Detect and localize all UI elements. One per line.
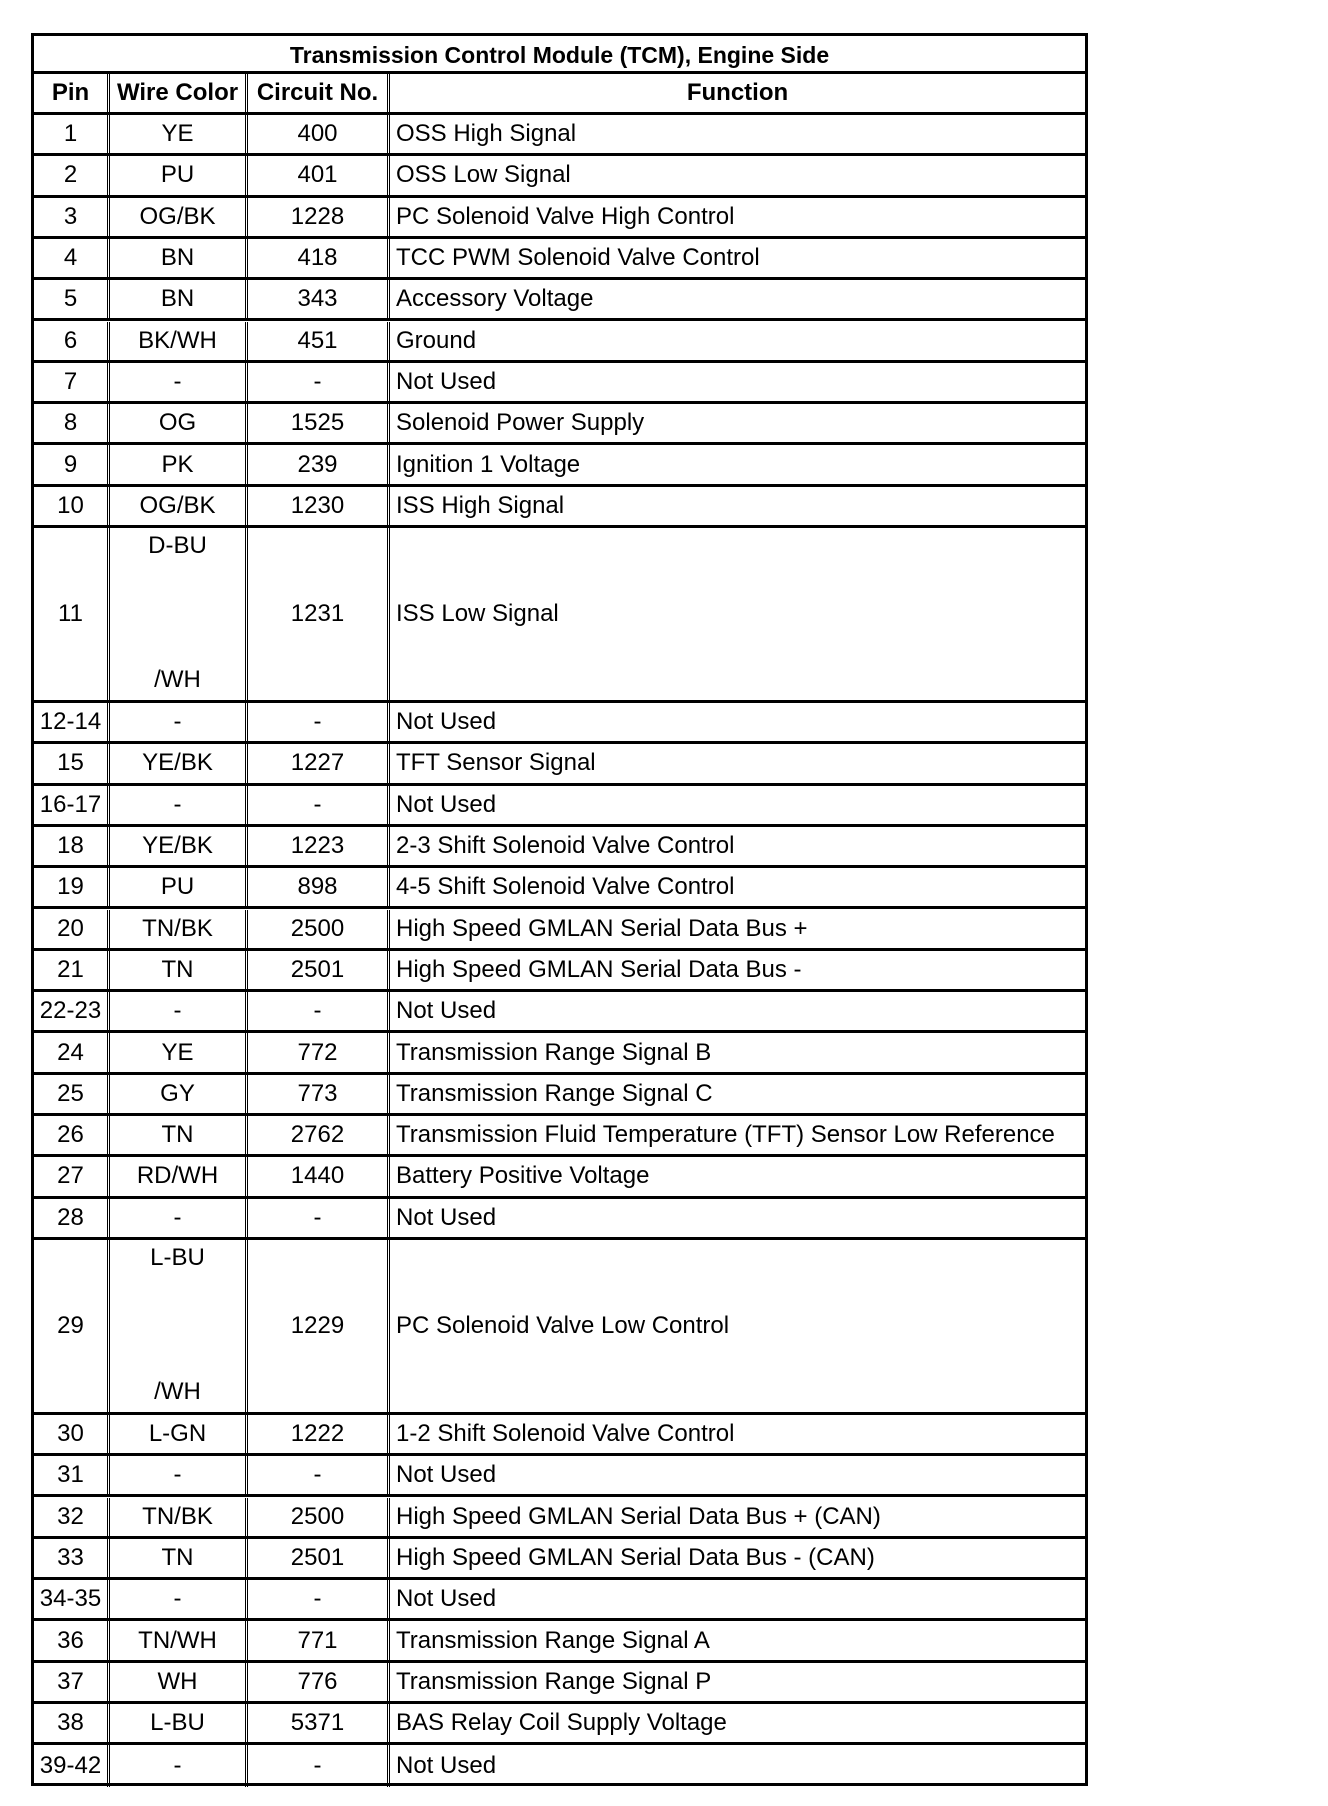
wire-color-cell: OG/BK [110,487,248,525]
circuit-cell: 1525 [248,404,390,442]
function-cell: Transmission Range Signal A [396,1626,710,1654]
circuit-cell: 2500 [248,910,390,948]
table-row [34,404,1085,445]
wire-color-cell: BK/WH [110,322,248,360]
function-cell: PC Solenoid Valve High Control [396,202,735,230]
function-cell: 1-2 Shift Solenoid Valve Control [396,1420,735,1448]
table-row [34,1199,1085,1240]
wire-color-cell: YE/BK [110,744,248,782]
wire-color-cell: - [110,1580,248,1618]
circuit-cell: 1223 [248,827,390,865]
circuit-cell: 343 [248,280,390,318]
wire-color-cell: - [110,703,248,741]
circuit-cell: 1440 [248,1157,390,1195]
wire-color-cell: TN [110,951,248,989]
wire-color-cell: YE [110,1033,248,1071]
pin-cell: 27 [34,1157,110,1195]
table-row [34,1621,1085,1662]
wire-color-cell: PK [110,445,248,483]
pin-cell: 6 [34,322,110,360]
function-cell: ISS Low Signal [396,600,559,627]
pin-cell: 15 [34,744,110,782]
function-cell: Not Used [396,790,497,818]
table-row [34,363,1085,404]
table-row [34,992,1085,1033]
pin-cell: 19 [34,868,110,906]
pin-cell: 7 [34,363,110,401]
pin-cell: 4 [34,239,110,277]
pin-cell: 2 [34,156,110,194]
circuit-cell: - [248,1456,390,1494]
wire-color-cell: RD/WH [110,1157,248,1195]
wire-color-cell: YE [110,115,248,153]
wire-color-primary: D-BU [148,532,207,559]
circuit-cell: 2501 [248,951,390,989]
pin-cell: 8 [34,404,110,442]
table-row [34,322,1085,363]
table-row [34,1580,1085,1621]
table-row [34,1075,1085,1116]
circuit-cell: 773 [248,1075,390,1113]
table-row [34,951,1085,992]
function-cell: Not Used [396,367,497,395]
pin-cell: 37 [34,1663,110,1701]
function-cell: OSS Low Signal [396,161,571,189]
function-cell: Not Used [396,1461,497,1489]
circuit-cell: - [248,1745,390,1786]
table-row [34,1415,1085,1456]
table-row [34,703,1085,744]
circuit-cell: 400 [248,115,390,153]
header-circuit: Circuit No. [248,74,390,112]
wire-color-cell [110,528,248,700]
circuit-cell: 776 [248,1663,390,1701]
wire-color-stripe: /WH [154,666,201,693]
table-row [34,1033,1085,1074]
table-row [34,156,1085,197]
function-cell: Not Used [396,1585,497,1613]
function-cell: Not Used [396,1203,497,1231]
circuit-cell: 2500 [248,1498,390,1536]
wire-color-cell: GY [110,1075,248,1113]
pin-cell: 18 [34,827,110,865]
pin-cell: 5 [34,280,110,318]
table-row [34,910,1085,951]
pin-cell: 10 [34,487,110,525]
wire-color-cell: YE/BK [110,827,248,865]
table-row [34,239,1085,280]
pin-cell: 26 [34,1116,110,1154]
function-cell: High Speed GMLAN Serial Data Bus - (CAN) [396,1543,875,1571]
wire-color-cell: - [110,1199,248,1237]
circuit-cell: 898 [248,868,390,906]
function-cell: High Speed GMLAN Serial Data Bus - [396,955,802,983]
pin-cell: 34-35 [34,1580,110,1618]
circuit-cell: 1222 [248,1415,390,1453]
wire-color-cell: TN [110,1539,248,1577]
pin-cell: 9 [34,445,110,483]
pin-cell: 36 [34,1621,110,1659]
table-row [34,280,1085,321]
function-cell: ISS High Signal [396,491,565,519]
circuit-cell: 418 [248,239,390,277]
function-cell: Ignition 1 Voltage [396,450,581,478]
wire-color-cell: OG [110,404,248,442]
pin-cell: 33 [34,1539,110,1577]
wire-color-cell: BN [110,239,248,277]
wire-color-cell: - [110,992,248,1030]
table-row [34,1539,1085,1580]
header-row [34,74,1085,115]
wire-color-cell: BN [110,280,248,318]
wire-color-cell: - [110,1745,248,1786]
pin-cell: 31 [34,1456,110,1494]
wire-color-cell: TN/BK [110,1498,248,1536]
table-row [34,487,1085,528]
pin-cell: 12-14 [34,703,110,741]
function-cell: 2-3 Shift Solenoid Valve Control [396,832,735,860]
pin-cell: 39-42 [34,1745,110,1786]
table-row [34,1157,1085,1198]
circuit-cell: 1231 [248,528,390,700]
wire-color-cell: OG/BK [110,198,248,236]
table-row [34,115,1085,156]
table-row [34,1663,1085,1704]
circuit-cell: - [248,1580,390,1618]
circuit-cell: 771 [248,1621,390,1659]
function-cell: PC Solenoid Valve Low Control [396,1311,730,1339]
table-row [34,198,1085,239]
function-cell: TCC PWM Solenoid Valve Control [396,244,760,272]
header-function: Function [686,79,789,106]
circuit-cell: 2501 [248,1539,390,1577]
function-cell: High Speed GMLAN Serial Data Bus + (CAN) [396,1502,881,1530]
table-row [34,528,1085,703]
circuit-cell: 1228 [248,198,390,236]
circuit-cell: 1229 [248,1240,390,1412]
wire-color-cell: - [110,1456,248,1494]
wire-color-cell: WH [110,1663,248,1701]
pin-cell: 20 [34,910,110,948]
circuit-cell: - [248,1199,390,1237]
circuit-cell: - [248,363,390,401]
table-row [34,1240,1085,1415]
wire-color-cell [110,1240,248,1412]
function-cell: Transmission Range Signal P [396,1667,712,1695]
circuit-cell: 239 [248,445,390,483]
function-cell: Accessory Voltage [396,285,594,313]
function-cell: Not Used [396,997,497,1025]
pin-cell: 22-23 [34,992,110,1030]
wire-color-stripe: /WH [154,1377,201,1405]
circuit-cell: 5371 [248,1704,390,1742]
wire-color-cell: L-BU [110,1704,248,1742]
pin-cell: 29 [34,1240,110,1412]
pin-cell: 16-17 [34,786,110,824]
table-row [34,445,1085,486]
circuit-cell: 1230 [248,487,390,525]
table-row [34,1704,1085,1745]
function-cell: High Speed GMLAN Serial Data Bus + [396,914,808,942]
wire-color-cell: L-GN [110,1415,248,1453]
pin-cell: 25 [34,1075,110,1113]
circuit-cell: 772 [248,1033,390,1071]
pin-cell: 11 [34,528,110,700]
function-cell: 4-5 Shift Solenoid Valve Control [396,873,735,901]
table-row [34,868,1085,909]
header-pin: Pin [34,74,110,112]
pin-cell: 32 [34,1498,110,1536]
table-row [34,1456,1085,1497]
pin-cell: 1 [34,115,110,153]
pin-cell: 21 [34,951,110,989]
wire-color-cell: TN/WH [110,1621,248,1659]
function-cell: Not Used [396,708,497,736]
function-cell: Transmission Range Signal B [396,1038,712,1066]
circuit-cell: 451 [248,322,390,360]
wire-color-cell: TN [110,1116,248,1154]
wire-color-primary: L-BU [150,1243,205,1271]
circuit-cell: - [248,786,390,824]
function-cell: Not Used [396,1751,497,1779]
circuit-cell: 1227 [248,744,390,782]
wire-color-cell: - [110,786,248,824]
function-cell: Solenoid Power Supply [396,409,645,437]
circuit-cell: 401 [248,156,390,194]
wire-color-cell: PU [110,156,248,194]
table-row [34,786,1085,827]
function-cell: BAS Relay Coil Supply Voltage [396,1709,727,1737]
wire-color-cell: PU [110,868,248,906]
pin-cell: 38 [34,1704,110,1742]
function-cell: Battery Positive Voltage [396,1162,650,1190]
circuit-cell: - [248,703,390,741]
table-row [34,744,1085,785]
function-cell: Transmission Fluid Temperature (TFT) Sensor Low Reference [396,1121,1055,1149]
table-row [34,827,1085,868]
table-row [34,1498,1085,1539]
pinout-table [31,33,1088,1786]
header-wire-color: Wire Color [110,74,248,112]
function-cell: Transmission Range Signal C [396,1079,713,1107]
function-cell: TFT Sensor Signal [396,749,596,777]
circuit-cell: - [248,992,390,1030]
table-row [34,1745,1085,1786]
wire-color-cell: - [110,363,248,401]
table-row [34,1116,1085,1157]
function-cell: OSS High Signal [396,120,577,148]
table-title: Transmission Control Module (TCM), Engine Side [34,36,1085,74]
pin-cell: 3 [34,198,110,236]
circuit-cell: 2762 [248,1116,390,1154]
pin-cell: 28 [34,1199,110,1237]
function-cell: Ground [396,326,477,354]
wire-color-cell: TN/BK [110,910,248,948]
pin-cell: 24 [34,1033,110,1071]
pin-cell: 30 [34,1415,110,1453]
